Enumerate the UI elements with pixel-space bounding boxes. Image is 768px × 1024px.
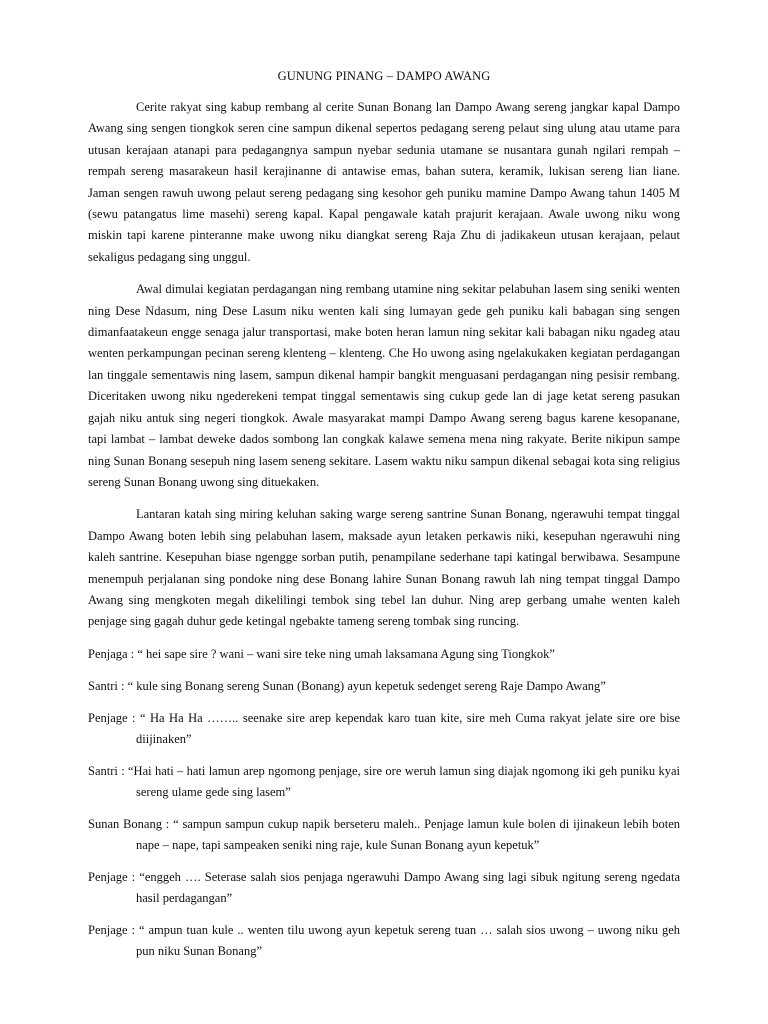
paragraph-3: Lantaran katah sing miring keluhan saking warge sereng santrine Sunan Bonang, ngerawuhi tempat tinggal Dampo Awang boten lebih sing pelabuhan lasem, maksade ayun letaken perkawis niki, kesepuhan ngerawuhi ning kaleh santrine. Kesepuhan biase ngengge sorban putih, penampilane sederhane tapi katingal berwibawa. Sesampune menempuh perjalanan sing pondoke ning dese Bonang lahire Sunan Bonang rawuh lah ning tempat tinggal Dampo Awang sing mengkoten megah dikelilingi tembok sing tebel lan duhur. Ning arep gerbang umahe wenten kaleh penjage sing gagah duhur gede ketingal ngebakte tameng sereng tombak sing runcing. [88, 507, 680, 629]
paragraph-2: Awal dimulai kegiatan perdagangan ning rembang utamine ning sekitar pelabuhan lasem sing seniki wenten ning Dese Ndasum, ning Dese Lasum niku wenten kali sing lumayan gede geh puniku kali babagan sing sengen dimanfaatakeun engge senaga jalur transportasi, make boten heran lamun ning sekitar kali babagan niku ngadeg atau wenten perkampungan pecinan sereng klenteng – klenteng. Che Ho uwong asing ngelakukaken kegiatan perdagangan lan tinggale sementawis ning lasem, sampun dikenal hampir bangkit menguasani perdagangan ning pesisir rembang. Diceritaken uwong niku ngederekeni tempat tinggal sementawis sing cukup gede lan di jage ketat sereng pasukan gajah niku antuk sing negeri tiongkok. Awale masyarakat mampi Dampo Awang sereng bagus karene kesopanane, tapi lambat – lambat deweke dados sombong lan congkak kalawe semena mena ning rakyate. Berite nikipun sampe ning Sunan Bonang sesepuh ning lasem seneng sekitare. Lasem waktu niku sampun dikenal sebagai kota sing religius sereng Sunan Bonang uwong sing dituekaken. [88, 282, 680, 489]
dialogue-line-3: Penjage : “ Ha Ha Ha …….. seenake sire arep kependak karo tuan kite, sire meh Cuma rakyat jelate sire ore bise diijinaken” [88, 710, 680, 746]
dialogue-line-5: Sunan Bonang : “ sampun sampun cukup napik berseteru maleh.. Penjage lamun kule bolen di ijinakeun lebih boten nape – nape, tapi sampeaken seniki ning raje, kule Sunan Bonang ayun kepetuk” [88, 816, 680, 852]
dialogue-line-4: Santri : “Hai hati – hati lamun arep ngomong penjage, sire ore weruh lamun sing diajak ngomong iki geh puniku kyai sereng ulame gede sing lasem” [88, 763, 680, 799]
document-title: GUNUNG PINANG – DAMPO AWANG [277, 69, 491, 83]
paragraph-1: Cerite rakyat sing kabup rembang al cerite Sunan Bonang lan Dampo Awang sereng jangkar kapal Dampo Awang sing sengen tiongkok seren cine sampun dikenal sepertos pedagang sereng pelaut sing ulung atau utame para utusan kerajaan atanapi para pedagangnya sampun nyebar sedunia utamane se nusantara gunah ngilari rempah – rempah sereng masarakeun hasil kerajinanne di antawise emas, bahan sutera, keramik, lukisan sereng lian liane. Jaman sengen rawuh uwong pelaut sereng pedagang sing kesohor geh puniku mamine Dampo Awang tahun 1405 M (sewu patangatus lime masehi) sereng kapal. Kapal pengawale katah prajurit kerajaan. Awale uwong niku wong miskin tapi karene pinteranne make uwong niku diangkat sereng Raja Zhu di jadikakeun utusan kerajaan, pelaut sekaligus pedagang sing unggul. [88, 100, 680, 264]
dialogue-line-2: Santri : “ kule sing Bonang sereng Sunan (Bonang) ayun kepetuk sedenget sereng Raje Dampo Awang” [88, 678, 606, 693]
dialogue-line-6: Penjage : “enggeh …. Seterase salah sios penjaga ngerawuhi Dampo Awang sing lagi sibuk ngitung sereng ngedata hasil perdagangan” [88, 869, 680, 905]
dialogue-line-1: Penjaga : “ hei sape sire ? wani – wani sire teke ning umah laksamana Agung sing Tiongkok” [88, 646, 555, 661]
document-page [88, 68, 680, 973]
dialogue-line-7: Penjage : “ ampun tuan kule .. wenten tilu uwong ayun kepetuk sereng tuan … salah sios uwong – uwong niku geh pun niku Sunan Bonang” [88, 922, 680, 958]
